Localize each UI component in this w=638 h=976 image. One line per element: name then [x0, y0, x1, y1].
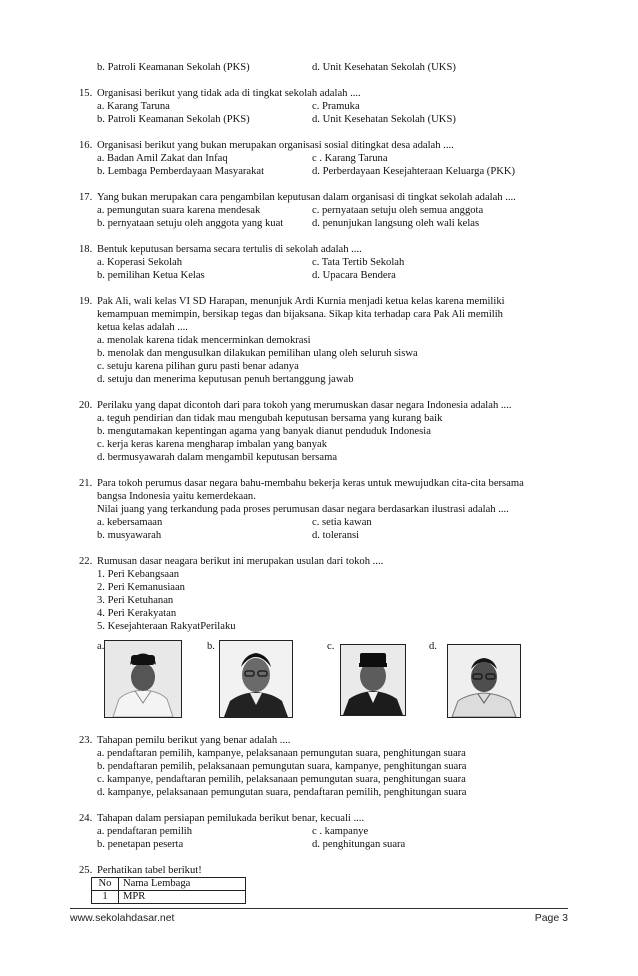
q23-option-c: c. kampanye, pendaftaran pemilih, pelaksanaan pemungutan suara, penghitungan suara	[97, 774, 466, 785]
q16-option-a: a. Badan Amil Zakat dan Infaq	[97, 153, 228, 164]
q16-option-c: c . Karang Taruna	[312, 153, 388, 164]
q19-text-line1: Pak Ali, wali kelas VI SD Harapan, menunjuk Ardi Kurnia menjadi ketua kelas karena memiliki	[97, 296, 505, 307]
q25-text: Perhatikan tabel berikut!	[97, 865, 202, 876]
q24-number: 24.	[79, 813, 93, 824]
q15-option-a: a. Karang Taruna	[97, 101, 170, 112]
q22-option-b: b.	[207, 641, 215, 652]
q22-option-d: d.	[429, 641, 437, 652]
q22-option-c: c.	[327, 641, 335, 652]
portrait-d-image	[448, 645, 520, 717]
footer-page-number: Page 3	[534, 912, 568, 924]
table-header-nama: Nama Lembaga	[119, 878, 246, 891]
q20-option-d: d. bermusyawarah dalam mengambil keputusan bersama	[97, 452, 338, 463]
table-row	[92, 891, 246, 904]
q21-option-c: c. setia kawan	[312, 517, 372, 528]
q23-option-a: a. pendaftaran pemilih, kampanye, pelaksanaan pemungutan suara, penghitungan suara	[97, 748, 466, 759]
q24-option-b: b. penetapan peserta	[97, 839, 184, 850]
q21-option-b: b. musyawarah	[97, 530, 162, 541]
q22-number: 22.	[79, 556, 93, 567]
table-cell-no: 1	[92, 891, 119, 904]
q18-option-b: b. pemilihan Ketua Kelas	[97, 270, 205, 281]
table-header-row	[92, 878, 246, 891]
q17-option-d: d. penunjukan langsung oleh wali kelas	[312, 218, 480, 229]
q19-option-d: d. setuju dan menerima keputusan penuh bertanggung jawab	[97, 374, 354, 385]
q15-option-d: d. Unit Kesehatan Sekolah (UKS)	[312, 114, 456, 125]
q22-item-1: 1. Peri Kebangsaan	[97, 569, 180, 580]
q17-option-c: c. pernyataan setuju oleh semua anggota	[312, 205, 484, 216]
q17-option-a: a. pemungutan suara karena mendesak	[97, 205, 261, 216]
q20-option-a: a. teguh pendirian dan tidak mau mengubah keputusan bersama yang kurang baik	[97, 413, 443, 424]
q22-item-5: 5. Kesejahteraan RakyatPerilaku	[97, 621, 236, 632]
footer-divider	[70, 908, 568, 909]
q24-option-d: d. penghitungan suara	[312, 839, 406, 850]
q19-option-a: a. menolak karena tidak mencerminkan demokrasi	[97, 335, 311, 346]
lembaga-table	[91, 877, 246, 904]
q21-option-d: d. toleransi	[312, 530, 360, 541]
q22-item-2: 2. Peri Kemanusiaan	[97, 582, 185, 593]
q19-number: 19.	[79, 296, 93, 307]
q20-option-c: c. kerja keras karena mengharap imbalan yang banyak	[97, 439, 328, 450]
q15-text: Organisasi berikut yang tidak ada di tingkat sekolah adalah ....	[97, 88, 361, 99]
top-option-d: d. Unit Kesehatan Sekolah (UKS)	[312, 62, 456, 73]
q18-option-a: a. Koperasi Sekolah	[97, 257, 183, 268]
q25-number: 25.	[79, 865, 93, 876]
q22-item-3: 3. Peri Ketuhanan	[97, 595, 174, 606]
q24-option-a: a. pendaftaran pemilih	[97, 826, 193, 837]
q16-number: 16.	[79, 140, 93, 151]
q20-option-b: b. mengutamakan kepentingan agama yang banyak dianut penduduk Indonesia	[97, 426, 431, 437]
q18-text: Bentuk keputusan bersama secara tertulis di sekolah adalah ....	[97, 244, 362, 255]
q15-option-c: c. Pramuka	[312, 101, 360, 112]
portrait-c	[340, 644, 406, 716]
portrait-b	[219, 640, 293, 718]
q21-number: 21.	[79, 478, 93, 489]
q23-option-b: b. pendaftaran pemilih, pelaksanaan pemungutan suara, kampanye, penghitungan suara	[97, 761, 467, 772]
portrait-b-image	[220, 641, 292, 717]
q21-text-line1: Para tokoh perumus dasar negara bahu-membahu bekerja keras untuk mewujudkan cita-cita bersama	[97, 478, 524, 489]
q22-option-a: a.	[97, 641, 105, 652]
q18-option-c: c. Tata Tertib Sekolah	[312, 257, 405, 268]
portrait-c-image	[341, 645, 405, 715]
q15-option-b: b. Patroli Keamanan Sekolah (PKS)	[97, 114, 250, 125]
q22-text: Rumusan dasar neagara berikut ini merupakan usulan dari tokoh ....	[97, 556, 384, 567]
q19-text-line3: ketua kelas adalah ....	[97, 322, 188, 333]
footer-website: www.sekolahdasar.net	[70, 912, 175, 924]
table-header-no: No	[92, 878, 119, 891]
q21-text-line3: Nilai juang yang terkandung pada proses perumusan dasar negara berdasarkan ilustrasi adalah ....	[97, 504, 509, 515]
q20-number: 20.	[79, 400, 93, 411]
q16-option-d: d. Perberdayaan Kesejahteraan Keluarga (PKK)	[312, 166, 516, 177]
q19-option-c: c. setuju karena pilihan guru pasti benar adanya	[97, 361, 299, 372]
q18-number: 18.	[79, 244, 93, 255]
top-option-b: b. Patroli Keamanan Sekolah (PKS)	[97, 62, 250, 73]
q17-number: 17.	[79, 192, 93, 203]
q19-text-line2: kemampuan memimpin, bersikap tegas dan bijaksana. Sikap kita terhadap cara Pak Ali memilih	[97, 309, 503, 320]
q16-text: Organisasi berikut yang bukan merupakan organisasi sosial ditingkat desa adalah ....	[97, 140, 454, 151]
q15-number: 15.	[79, 88, 93, 99]
q17-option-b: b. pernyataan setuju oleh anggota yang kuat	[97, 218, 284, 229]
portrait-a-image	[105, 641, 181, 717]
q24-option-c: c . kampanye	[312, 826, 369, 837]
q24-text: Tahapan dalam persiapan pemilukada berikut benar, kecuali ....	[97, 813, 365, 824]
q17-text: Yang bukan merupakan cara pengambilan keputusan dalam organisasi di tingkat sekolah adalah ....	[97, 192, 516, 203]
q21-text-line2: bangsa Indonesia yaitu kemerdekaan.	[97, 491, 256, 502]
q18-option-d: d. Upacara Bendera	[312, 270, 396, 281]
q23-number: 23.	[79, 735, 93, 746]
q21-option-a: a. kebersamaan	[97, 517, 163, 528]
q22-item-4: 4. Peri Kerakyatan	[97, 608, 177, 619]
table-cell-nama: MPR	[119, 891, 246, 904]
q23-text: Tahapan pemilu berikut yang benar adalah ....	[97, 735, 291, 746]
portrait-d	[447, 644, 521, 718]
q19-option-b: b. menolak dan mengusulkan dilakukan pemilihan ulang oleh seluruh siswa	[97, 348, 418, 359]
q23-option-d: d. kampanye, pelaksanaan pemungutan suara, pendaftaran pemilih, penghitungan suara	[97, 787, 467, 798]
q16-option-b: b. Lembaga Pemberdayaan Masyarakat	[97, 166, 265, 177]
portrait-a	[104, 640, 182, 718]
q20-text: Perilaku yang dapat dicontoh dari para tokoh yang merumuskan dasar negara Indonesia adalah ....	[97, 400, 512, 411]
